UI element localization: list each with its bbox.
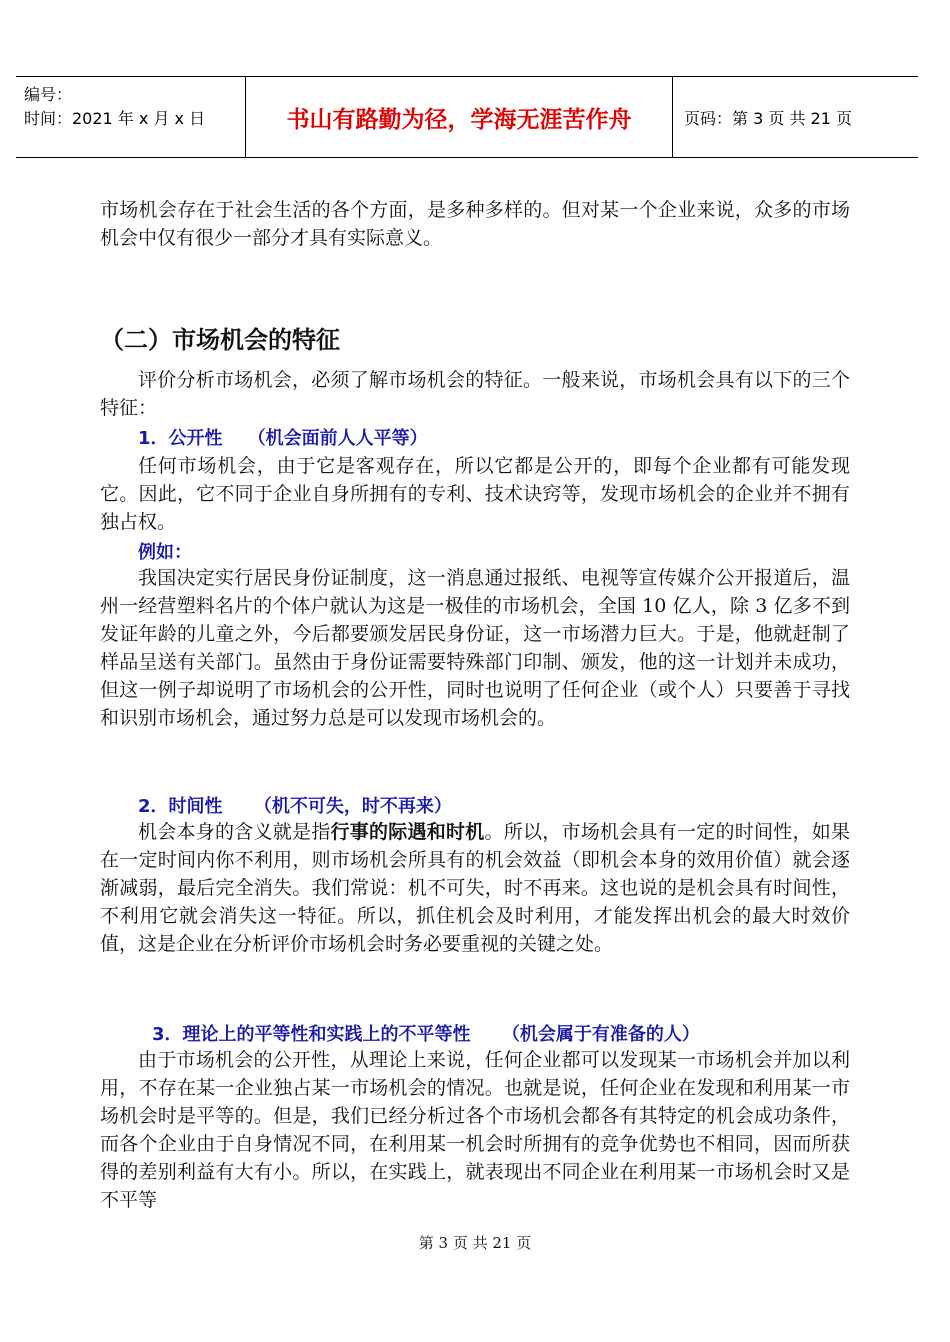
feature-3-body: 由于市场机会的公开性，从理论上来说，任何企业都可以发现某一市场机会并加以利用，不存在某一企业独占某一市场机会的情况。也就是说，任何企业在发现和利用某一市场机会时是平等的。但是，我们已经分析过各个市场机会都各有其特定的机会成功条件，而各个企业由于自身情况不同，在利用某一机会时所拥有的竞争优势也不相同，因而所获得的差别利益有大有小。所以，在实践上，就表现出不同企业在利用某一市场机会时又是不平等 (100, 1049, 850, 1211)
feature-2-body (100, 818, 850, 958)
header-motto: 书山有路勤为径，学海无涯苦作舟 (286, 106, 632, 133)
section-intro-paragraph: 评价分析市场机会，必须了解市场机会的特征。一般来说，市场机会具有以下的三个特征： (100, 369, 850, 419)
document-time: 时间：2021 年 x 月 x 日 (24, 109, 206, 128)
header-page-info: 页码：第 3 页 共 21 页 (684, 108, 852, 128)
page-header (16, 76, 918, 158)
feature-2-body-end: 。所以，市场机会具有一定的时间性，如果在一定时间内你不利用，则市场机会所具有的机会效益（即机会本身的效用价值）就会逐渐减弱，最后完全消失。我们常说：机不可失，时不再来。这也说的是机会具有时间性，不利用它就会消失这一特征。所以，抓住机会及时利用，才能发挥出机会的最大时效价值，这是企业在分析评价市场机会时务必要重视的关键之处。 (100, 821, 850, 955)
header-meta (24, 83, 252, 131)
page-footer: 第 3 页 共 21 页 (418, 1234, 532, 1252)
feature-2-title: 2．时间性 （机不可失，时不再来） (138, 796, 452, 817)
section-title: （二）市场机会的特征 (100, 326, 340, 354)
feature-2-body-start: 机会本身的含义就是指 (138, 821, 331, 843)
document-number: 编号： (24, 85, 73, 104)
header-divider (672, 77, 673, 157)
feature-1-body: 任何市场机会，由于它是客观存在，所以它都是公开的，即每个企业都有可能发现它。因此，它不同于企业自身所拥有的专利、技术诀窍等，发现市场机会的企业并不拥有独占权。 (100, 455, 850, 533)
feature-3-title: 3．理论上的平等性和实践上的不平等性 （机会属于有准备的人） (152, 1024, 700, 1045)
feature-1-example-label: 例如： (138, 542, 192, 563)
intro-paragraph: 市场机会存在于社会生活的各个方面，是多种多样的。但对某一个企业来说，众多的市场机会中仅有很少一部分才具有实际意义。 (100, 199, 850, 249)
feature-2-body-emphasis: 行事的际遇和时机 (330, 821, 485, 843)
feature-1-example-body: 我国决定实行居民身份证制度，这一消息通过报纸、电视等宣传媒介公开报道后，温州一经营塑料名片的个体户就认为这是一极佳的市场机会，全国 10 亿人，除 3 亿多不到发证年龄的儿童之外，今后都要颁发居民身份证，这一市场潜力巨大。于是，他就赶制了样品呈送有关部门。虽然由于身份证需要特殊部门印制、颁发，他的这一计划并未成功，但这一例子却说明了市场机会的公开性，同时也说明了任何企业（或个人）只要善于寻找和识别市场机会，通过努力总是可以发现市场机会的。 (100, 567, 850, 729)
feature-1-title: 1．公开性 （机会面前人人平等） (138, 428, 428, 449)
